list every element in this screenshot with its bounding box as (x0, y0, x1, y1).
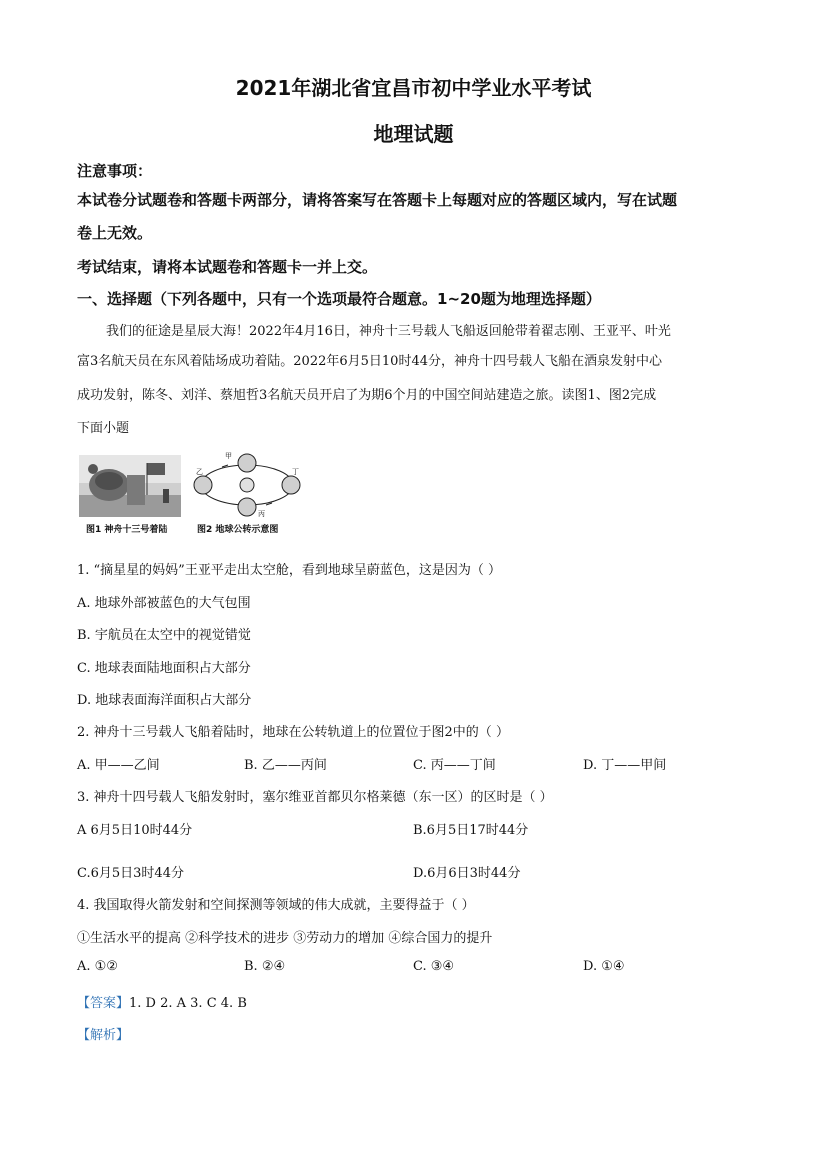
question-4-option-d: D. ①④ (583, 959, 625, 974)
figure-1-caption: 图1 神舟十三号着陆 (86, 525, 168, 535)
question-3-stem: 3. 神舟十四号载人飞船发射时，塞尔维亚首都贝尔格莱德（东一区）的区时是（ ） (77, 790, 553, 805)
passage-line-4: 下面小题 (77, 421, 130, 436)
question-2-option-a: A. 甲——乙间 (77, 758, 160, 773)
question-4-stem: 4. 我国取得火箭发射和空间探测等领域的伟大成就，主要得益于（ ） (77, 898, 475, 913)
figure-1-landing-photo (79, 455, 181, 517)
figure-2-revolution-diagram (192, 449, 302, 519)
label-jia: 甲 (225, 452, 232, 460)
question-3-option-c: C.6月5日3时44分 (77, 866, 184, 881)
notice-line-1: 本试卷分试题卷和答题卡两部分，请将答案写在答题卡上每题对应的答题区域内，写在试题 (77, 191, 678, 209)
answer-tag: 【答案】 (77, 996, 130, 1011)
question-1-option-d: D. 地球表面海洋面积占大部分 (77, 693, 252, 708)
question-4-statements: ①生活水平的提高 ②科学技术的进步 ③劳动力的增加 ④综合国力的提升 (77, 931, 493, 946)
analysis-tag: 【解析】 (77, 1028, 130, 1043)
page-title: 2021年湖北省宜昌市初中学业水平考试 (235, 76, 592, 100)
figure-2-caption: 图2 地球公转示意图 (197, 525, 279, 535)
revolution-diagram-image (192, 449, 302, 519)
label-bing: 丙 (258, 510, 265, 518)
question-1-option-a: A. 地球外部被蓝色的大气包围 (77, 596, 251, 611)
question-2-option-c: C. 丙——丁间 (413, 758, 496, 773)
notice-heading: 注意事项： (77, 162, 153, 180)
question-4-option-c: C. ③④ (413, 959, 455, 974)
answer-text: 1. D 2. A 3. C 4. B (129, 996, 247, 1011)
passage-line-2: 富3名航天员在东风着陆场成功着陆。2022年6月5日10时44分，神舟十四号载人飞船在酒泉发射中心 (77, 354, 662, 369)
section-heading: 一、选择题（下列各题中，只有一个选项最符合题意。1~20题为地理选择题） (77, 290, 601, 308)
question-1-stem: 1. “摘星星的妈妈”王亚平走出太空舱，看到地球呈蔚蓝色，这是因为（ ） (77, 563, 501, 578)
answer-line (77, 992, 247, 1011)
page-subtitle: 地理试题 (373, 122, 454, 146)
question-1-option-b: B. 宇航员在太空中的视觉错觉 (77, 628, 251, 643)
landing-photo-image (79, 455, 181, 517)
question-2-option-d: D. 丁——甲间 (583, 758, 667, 773)
label-yi: 乙 (196, 468, 203, 476)
notice-line-2: 卷上无效。 (77, 224, 153, 242)
question-3-option-b: B.6月5日17时44分 (413, 823, 529, 838)
question-1-option-c: C. 地球表面陆地面积占大部分 (77, 661, 251, 676)
passage-line-3: 成功发射，陈冬、刘洋、蔡旭哲3名航天员开启了为期6个月的中国空间站建造之旅。读图1、图2完成 (77, 388, 657, 403)
question-3-option-a: A 6月5日10时44分 (77, 823, 193, 838)
question-3-option-d: D.6月6日3时44分 (413, 866, 521, 881)
label-ding: 丁 (292, 468, 299, 476)
passage-line-1: 我们的征途是星辰大海！2022年4月16日，神舟十三号载人飞船返回舱带着翟志刚、王亚平、叶光 (106, 324, 671, 339)
question-4-option-a: A. ①② (77, 959, 118, 974)
question-2-stem: 2. 神舟十三号载人飞船着陆时，地球在公转轨道上的位置位于图2中的（ ） (77, 725, 509, 740)
notice-line-3: 考试结束，请将本试题卷和答题卡一并上交。 (77, 258, 378, 276)
question-4-option-b: B. ②④ (244, 959, 286, 974)
question-2-option-b: B. 乙——丙间 (244, 758, 327, 773)
